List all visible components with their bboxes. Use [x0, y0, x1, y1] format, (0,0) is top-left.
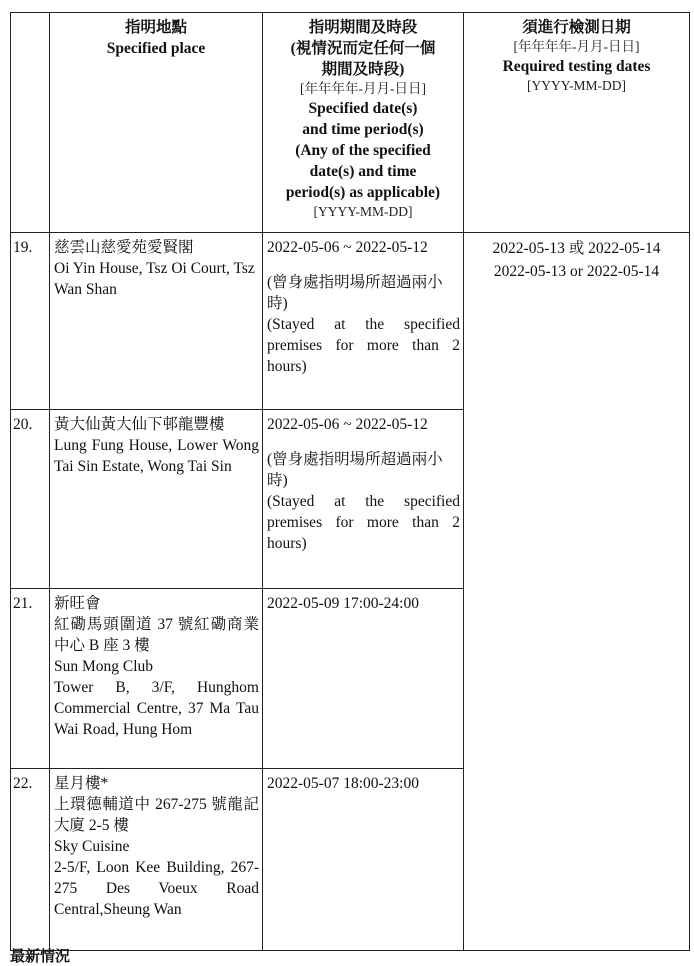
venue-address-zh: 上環德輔道中 267-275 號龍記大廈 2-5 樓: [54, 796, 259, 834]
place-name-zh: 慈雲山慈愛苑愛賢閣: [54, 239, 194, 256]
venue-address-zh: 紅磡馬頭圍道 37 號紅磡商業中心 B 座 3 樓: [54, 616, 259, 654]
place-name-en: Oi Yin House, Tsz Oi Court, Tsz Wan Shan: [54, 260, 255, 298]
row-number: 19.: [11, 233, 50, 410]
header-period-zh-1: 指明期間及時段: [308, 19, 418, 36]
header-period-en-4: date(s) and time: [309, 163, 417, 180]
header-testing-format-zh: [年年年年-月月-日日]: [513, 39, 640, 54]
venue-name-en: Sun Mong Club: [54, 658, 154, 675]
header-period-en-5: period(s) as applicable): [285, 184, 441, 201]
testing-dates-zh: 2022-05-13 或 2022-05-14: [492, 240, 661, 257]
specified-places-table: [10, 12, 690, 951]
period-cell: [263, 410, 464, 589]
period-note-zh: (曾身處指明場所超過兩小時): [267, 274, 443, 312]
header-testing-zh: 須進行檢測日期: [522, 19, 631, 36]
header-testing-en: Required testing dates: [502, 58, 651, 75]
table-header-row: [11, 13, 690, 233]
venue-name-zh: 星月樓*: [54, 775, 109, 792]
period-cell: [263, 233, 464, 410]
header-period-en-2: and time period(s): [302, 121, 424, 138]
period-note-en: (Stayed at the specified premises for more than 2 hours): [267, 493, 460, 552]
venue-name-zh: 新旺會: [54, 595, 101, 612]
table-row: [11, 233, 690, 410]
period-dates: 2022-05-09 17:00-24:00: [267, 595, 419, 612]
header-period-en-1: Specified date(s): [308, 100, 418, 117]
header-testing-cell: [464, 13, 690, 233]
row-number: 20.: [11, 410, 50, 589]
period-note-en: (Stayed at the specified premises for more than 2 hours): [267, 316, 460, 375]
period-cell: [263, 589, 464, 769]
footer-partial-text: 最新情況: [10, 949, 71, 965]
venue-address-en: Tower B, 3/F, Hunghom Commercial Centre, 37 Ma Tau Wai Road, Hung Hom: [54, 679, 259, 738]
period-dates: 2022-05-06 ~ 2022-05-12: [267, 416, 428, 433]
header-period-en-3: (Any of the specified: [295, 142, 431, 159]
venue-name-en: Sky Cuisine: [54, 838, 130, 855]
testing-dates-en: 2022-05-13 or 2022-05-14: [493, 263, 660, 280]
header-period-format-zh: [年年年年-月月-日日]: [300, 81, 426, 96]
row-number: 21.: [11, 589, 50, 769]
header-place-en: Specified place: [106, 40, 206, 57]
header-place-zh: 指明地點: [124, 19, 187, 36]
header-period-zh-2: (視情況而定任何一個: [290, 40, 436, 57]
header-period-cell: [263, 13, 464, 233]
header-place-cell: [50, 13, 263, 233]
place-cell: [50, 589, 263, 769]
testing-dates-cell: [464, 233, 690, 951]
period-dates: 2022-05-07 18:00-23:00: [267, 775, 419, 792]
period-dates: 2022-05-06 ~ 2022-05-12: [267, 239, 428, 256]
row-number: 22.: [11, 769, 50, 951]
place-cell: [50, 769, 263, 951]
header-period-format-en: [YYYY-MM-DD]: [313, 204, 413, 219]
venue-address-en: 2-5/F, Loon Kee Building, 267-275 Des Voeux Road Central,Sheung Wan: [54, 859, 259, 918]
period-note-zh: (曾身處指明場所超過兩小時): [267, 451, 443, 489]
header-period-zh-3: 期間及時段): [321, 61, 405, 78]
place-name-zh: 黃大仙黃大仙下邨龍豐樓: [54, 416, 225, 433]
place-cell: [50, 233, 263, 410]
period-cell: [263, 769, 464, 951]
header-testing-format-en: [YYYY-MM-DD]: [527, 78, 626, 93]
place-cell: [50, 410, 263, 589]
header-number-cell: [11, 13, 50, 233]
place-name-en: Lung Fung House, Lower Wong Tai Sin Estate, Wong Tai Sin: [54, 437, 259, 475]
